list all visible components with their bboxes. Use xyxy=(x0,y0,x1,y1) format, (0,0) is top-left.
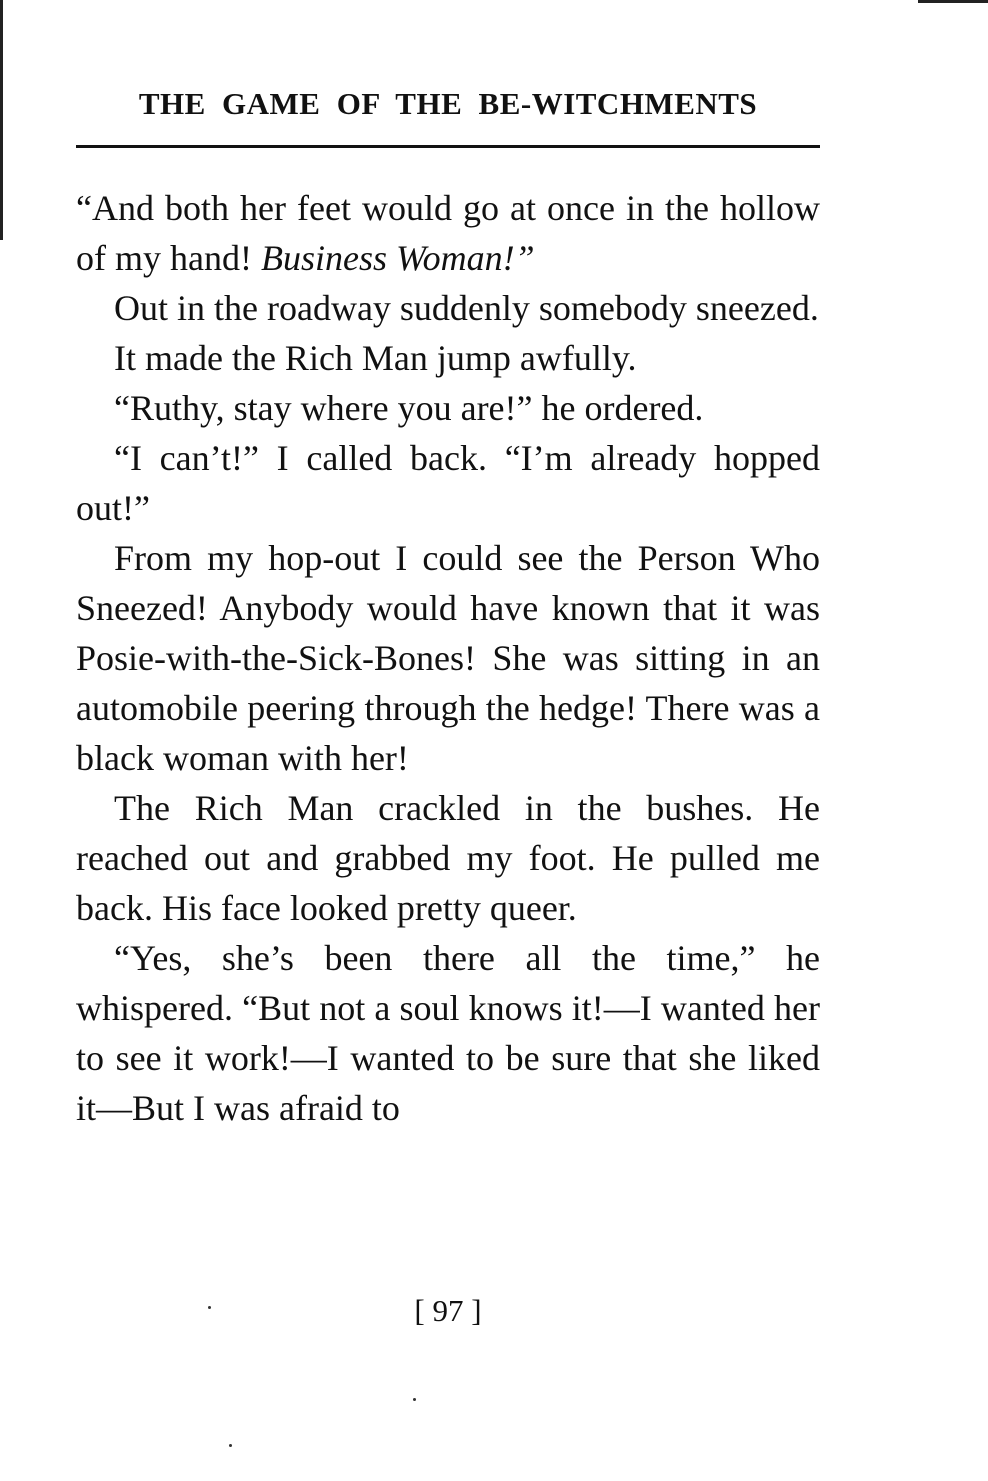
scan-edge-top xyxy=(918,0,988,3)
paragraph-4: “Ruthy, stay where you are!” he ordered. xyxy=(114,388,704,428)
paragraph-1-italic: Business Woman!” xyxy=(260,238,535,278)
scan-edge-left xyxy=(0,0,3,240)
paragraph-2: Out in the roadway suddenly somebody sneezed. xyxy=(114,288,819,328)
paragraph-3: It made the Rich Man jump awfully. xyxy=(114,338,637,378)
paragraph-6: From my hop-out I could see the Person Who Sneezed! Anybody would have known that it was Posie-with-the-Sick-Bones! She was sitting in an automobile peering through the hedge! There was a black woman with her! xyxy=(76,538,820,778)
paragraph-1-text: “And both her feet would go at once in the hollow of my hand! xyxy=(76,188,820,278)
paragraph-1 xyxy=(76,183,820,283)
scan-speck xyxy=(413,1398,416,1401)
scan-speck xyxy=(208,1306,211,1309)
body-text xyxy=(76,183,820,1133)
page-number: [ 97 ] xyxy=(414,1293,482,1328)
paragraph-5: “I can’t!” I called back. “I’m already hopped out!” xyxy=(76,438,820,528)
running-head: THE GAME OF THE BE-WITCHMENTS xyxy=(138,86,758,121)
paragraph-8: “Yes, she’s been there all the time,” he whispered. “But not a soul knows it!—I wanted her to see it work!—I wanted to be sure that she liked it—But I was afraid to xyxy=(76,938,820,1128)
paragraph-7: The Rich Man crackled in the bushes. He reached out and grabbed my foot. He pulled me back. His face looked pretty queer. xyxy=(76,788,820,928)
header-rule xyxy=(76,145,820,148)
scan-speck xyxy=(229,1444,232,1447)
